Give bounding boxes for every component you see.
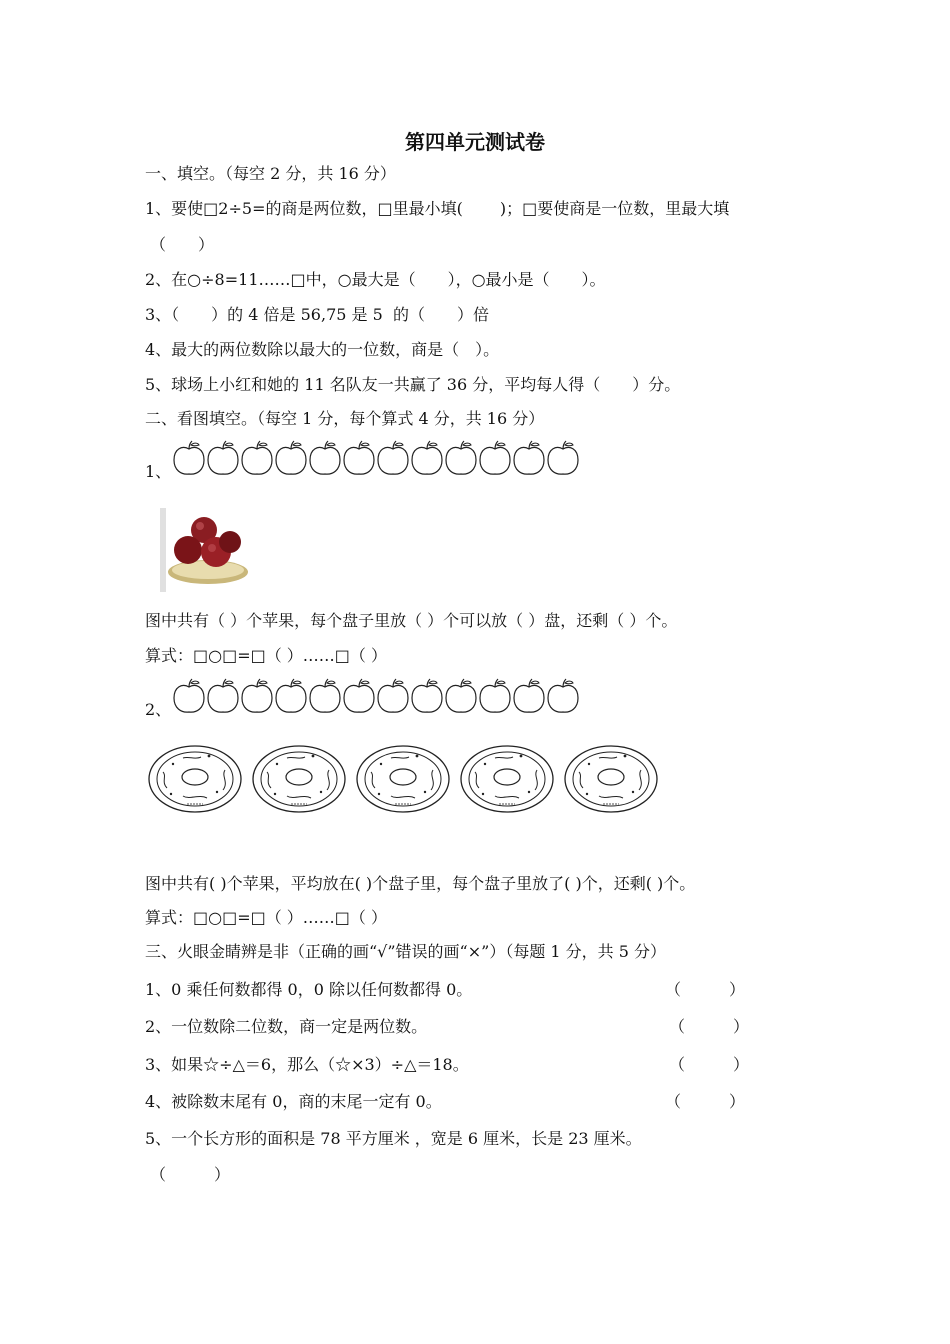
plate-icon	[355, 744, 451, 814]
judge-blank-4[interactable]: （ ）	[665, 1092, 746, 1111]
section2-question-2-text: 图中共有( )个苹果，平均放在( )个盘子里，每个盘子里放了( )个，还剩( )个。	[145, 874, 696, 893]
judge-blank-2[interactable]: （ ）	[669, 1017, 750, 1036]
apple-icon	[410, 440, 444, 476]
apple-icon	[512, 678, 546, 714]
section1-question-1-blank: （ ）	[150, 235, 215, 254]
apple-icon	[308, 440, 342, 476]
section2-question-1-text: 图中共有（ ）个苹果，每个盘子里放（ ）个可以放（ ）盘，还剩（ ）个。	[145, 611, 678, 630]
apple-icon	[478, 678, 512, 714]
apple-icon	[206, 440, 240, 476]
judge-item-1: 1、0 乘任何数都得 0，0 除以任何数都得 0。	[145, 980, 473, 999]
apple-icon	[376, 678, 410, 714]
plate-icon	[563, 744, 659, 814]
judge-blank-3[interactable]: （ ）	[669, 1055, 750, 1074]
judge-item-2: 2、一位数除二位数，商一定是两位数。	[145, 1017, 428, 1036]
plate-icon	[147, 744, 243, 814]
apple-icon	[478, 440, 512, 476]
section2-question-1-label: 1、	[145, 462, 172, 481]
apple-icon	[274, 678, 308, 714]
section1-question-3: 3、（ ）的 4 倍是 56,75 是 5 的（ ）倍	[145, 305, 489, 324]
section2-heading: 二、看图填空。（每空 1 分，每个算式 4 分，共 16 分）	[145, 409, 545, 428]
plate-row	[147, 744, 659, 814]
plate-icon	[251, 744, 347, 814]
apple-icon	[512, 440, 546, 476]
apple-icon	[444, 440, 478, 476]
apple-icon	[172, 678, 206, 714]
apple-plate-photo	[160, 508, 250, 592]
section1-question-2: 2、在○÷8=11……□中，○最大是（ ），○最小是（ ）。	[145, 270, 606, 289]
apple-icon	[444, 678, 478, 714]
judge-item-3: 3、如果☆÷△＝6，那么（☆×3）÷△＝18。	[145, 1055, 469, 1074]
apple-row-1	[172, 440, 580, 476]
section2-question-1-formula: 算式：□○□=□（ ）……□（ ）	[145, 646, 388, 665]
apple-icon	[308, 678, 342, 714]
section1-question-1: 1、要使□2÷5=的商是两位数，□里最小填( )；□要使商是一位数，里最大填	[145, 199, 730, 218]
page-title: 第四单元测试卷	[405, 130, 545, 154]
apple-icon	[546, 440, 580, 476]
section1-question-5: 5、球场上小红和她的 11 名队友一共赢了 36 分，平均每人得（ ）分。	[145, 375, 681, 394]
judge-item-5: 5、一个长方形的面积是 78 平方厘米 ，宽是 6 厘米，长是 23 厘米。	[145, 1129, 642, 1148]
section1-heading: 一、填空。（每空 2 分，共 16 分）	[145, 164, 396, 183]
apple-icon	[172, 440, 206, 476]
apple-icon	[376, 440, 410, 476]
apple-icon	[206, 678, 240, 714]
apple-icon	[274, 440, 308, 476]
apple-icon	[410, 678, 444, 714]
section1-question-4: 4、最大的两位数除以最大的一位数，商是（ ）。	[145, 340, 500, 359]
section2-question-2-label: 2、	[145, 700, 172, 719]
apple-icon	[240, 440, 274, 476]
apple-row-2	[172, 678, 580, 714]
judge-blank-5[interactable]: （ ）	[150, 1165, 231, 1184]
section3-heading: 三、火眼金睛辨是非（正确的画“√”错误的画“×”）（每题 1 分，共 5 分）	[145, 942, 667, 961]
judge-blank-1[interactable]: （ ）	[665, 980, 746, 999]
apple-icon	[342, 440, 376, 476]
section2-question-2-formula: 算式：□○□=□（ ）……□（ ）	[145, 908, 388, 927]
apple-icon	[240, 678, 274, 714]
judge-item-4: 4、被除数末尾有 0，商的末尾一定有 0。	[145, 1092, 442, 1111]
apple-icon	[546, 678, 580, 714]
apple-icon	[342, 678, 376, 714]
plate-icon	[459, 744, 555, 814]
